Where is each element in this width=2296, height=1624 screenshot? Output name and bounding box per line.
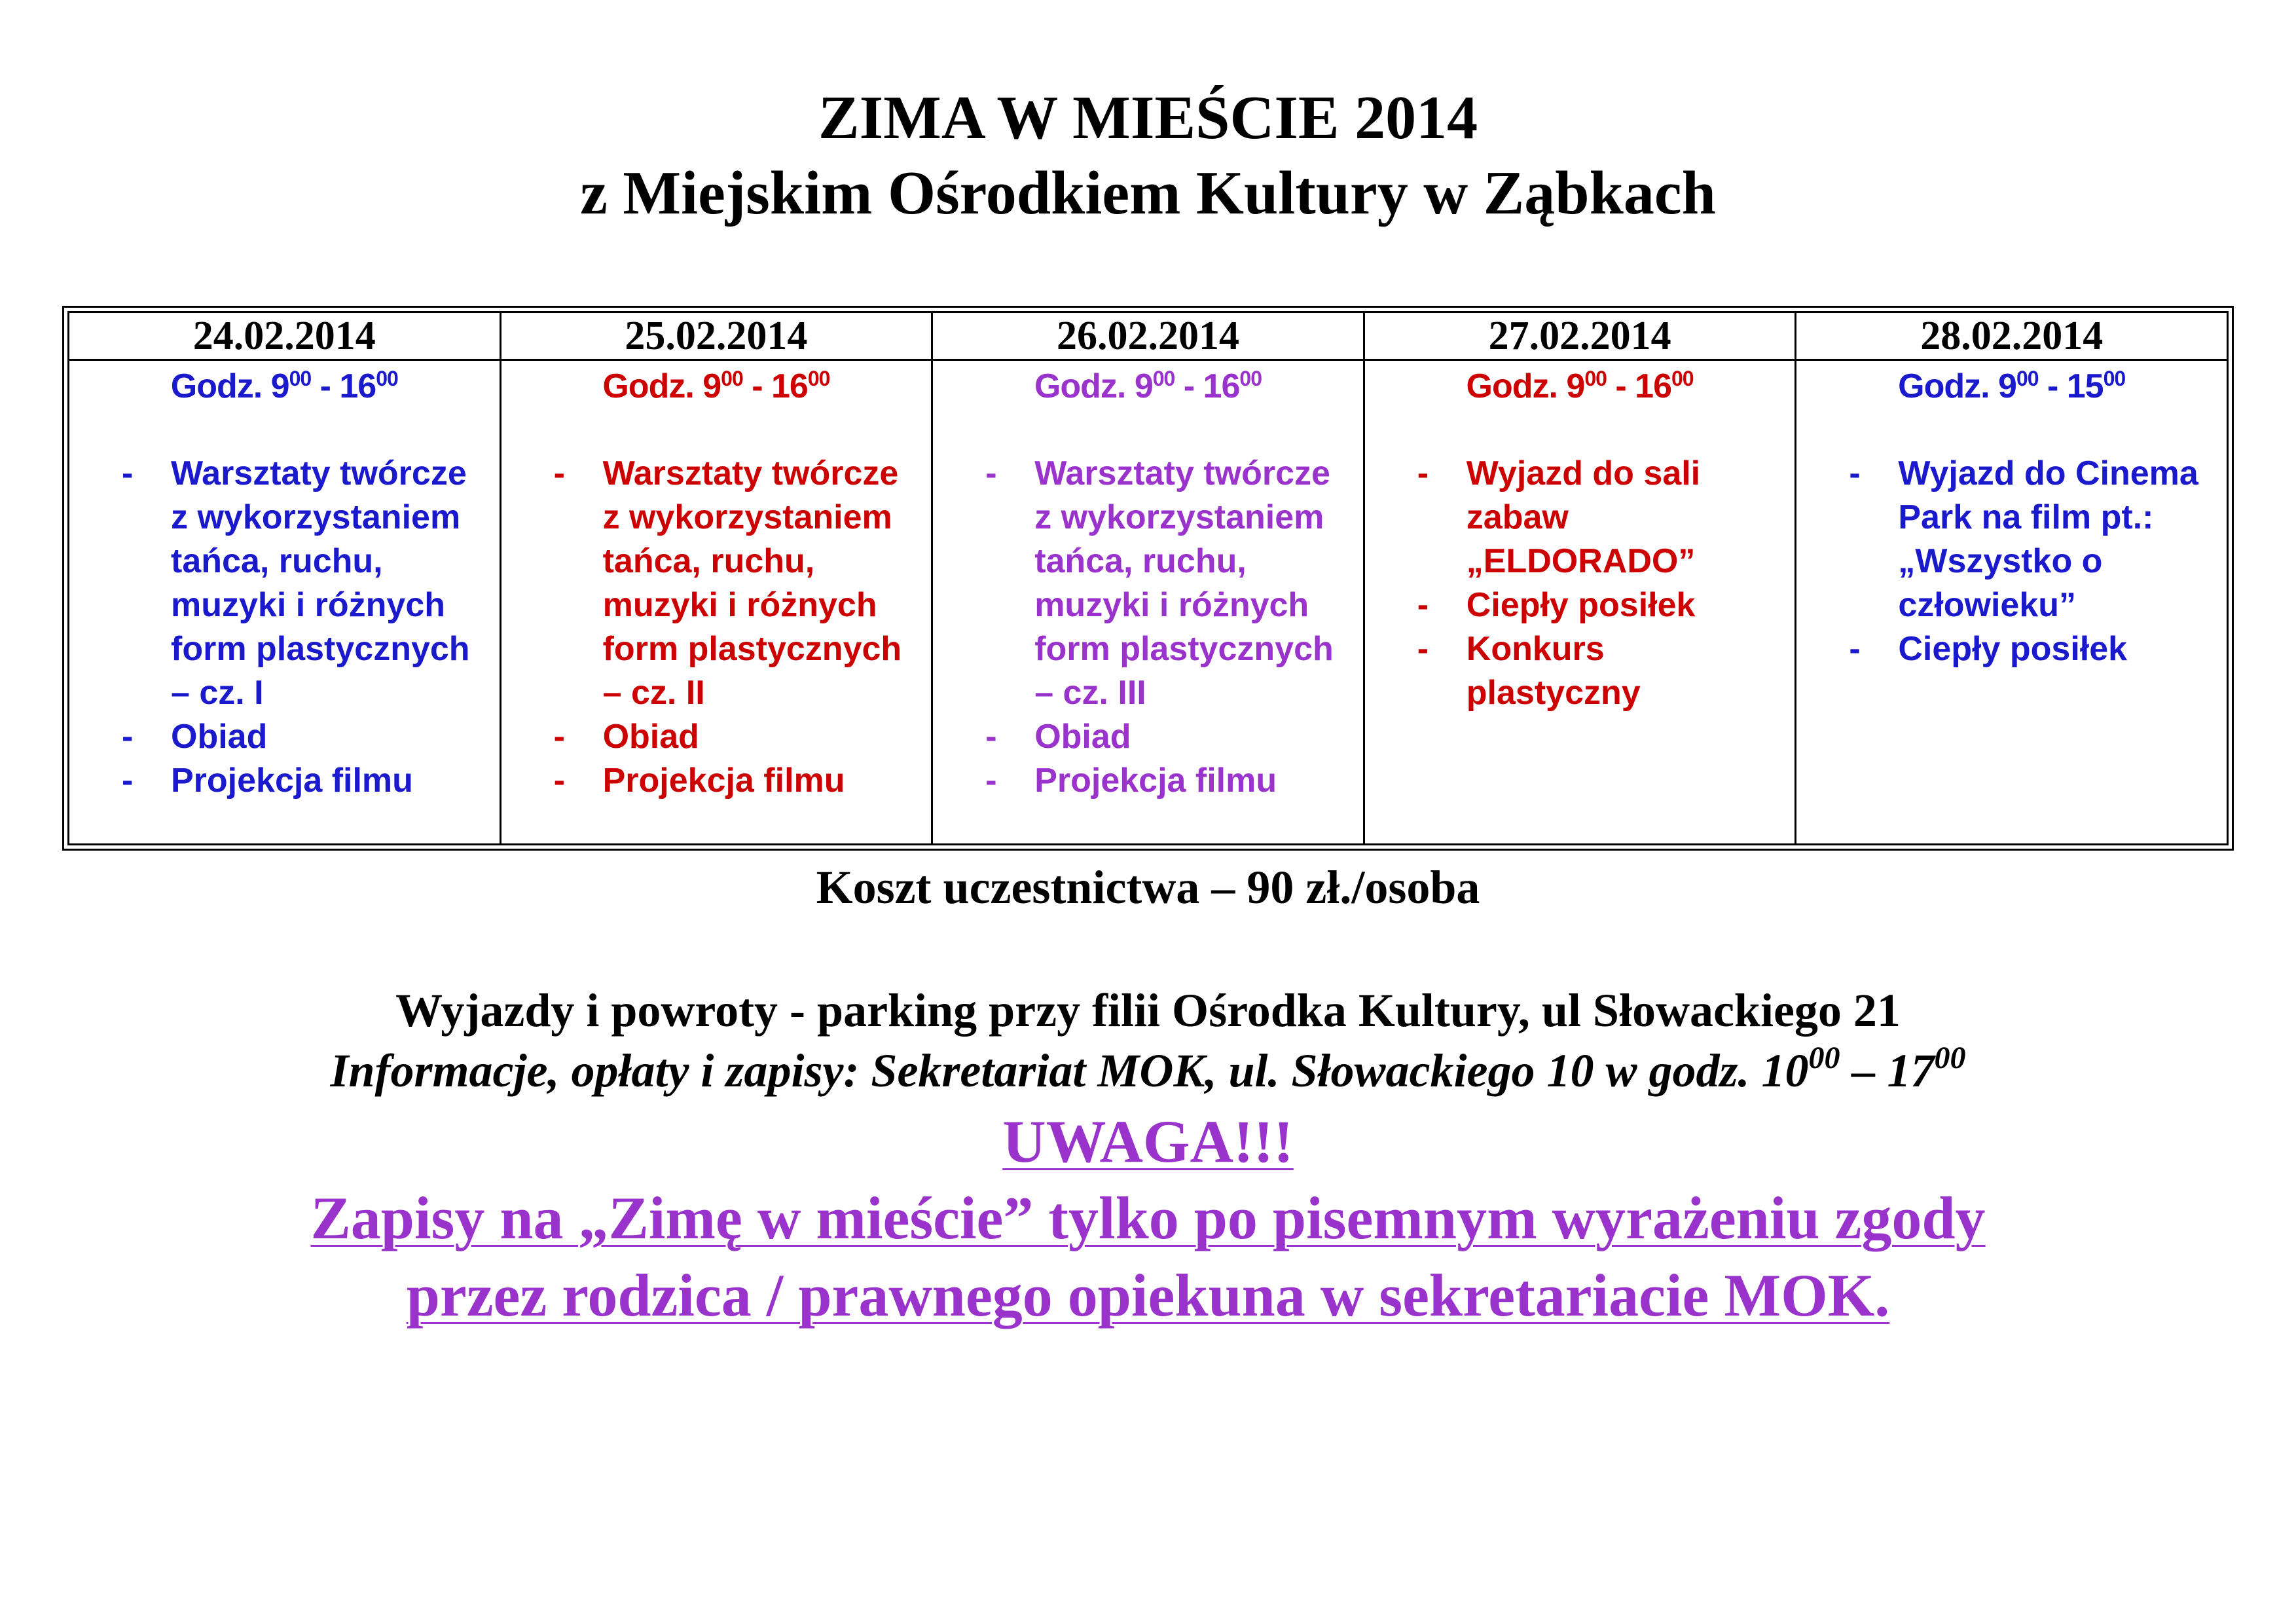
day-cell bbox=[500, 360, 932, 845]
hours-sup: 00 bbox=[1152, 367, 1175, 390]
hours-text: Godz. 9 bbox=[170, 367, 289, 405]
registration-note-line-1: Zapisy na „Zimę w mieście” tylko po pisemnym wyrażeniu zgody bbox=[310, 1185, 1986, 1251]
activity-text: Konkurs plastyczny bbox=[1466, 630, 1641, 712]
date-header: 25.02.2014 bbox=[500, 312, 932, 360]
activity-text: Projekcja filmu bbox=[1034, 762, 1277, 800]
activity-text: Obiad bbox=[171, 718, 268, 756]
activity-row bbox=[69, 360, 2228, 845]
contact-info-text: Informacje, opłaty i zapisy: Sekretariat MOK, ul. Słowackiego 10 w godz. 10 bbox=[330, 1044, 1809, 1097]
contact-info bbox=[0, 1041, 2296, 1100]
date-header: 27.02.2014 bbox=[1364, 312, 1796, 360]
day-cell bbox=[69, 360, 501, 845]
day-program bbox=[69, 361, 500, 803]
hours-sup: 00 bbox=[1671, 367, 1694, 390]
departure-info: Wyjazdy i powroty - parking przy filii Ośrodka Kultury, ul Słowackiego 21 bbox=[395, 984, 1901, 1037]
activity-text: Projekcja filmu bbox=[171, 762, 413, 800]
activity-item bbox=[1365, 583, 1795, 627]
bullet-dash: - bbox=[553, 762, 565, 800]
date-header: 26.02.2014 bbox=[932, 312, 1364, 360]
activity-list bbox=[501, 452, 932, 803]
hours-text: - 16 bbox=[1606, 367, 1671, 405]
activity-item bbox=[933, 715, 1363, 759]
activity-item bbox=[933, 759, 1363, 803]
bullet-dash: - bbox=[122, 454, 134, 492]
hours-sup: 00 bbox=[1584, 367, 1607, 390]
warning-heading bbox=[0, 1105, 2296, 1177]
day-program bbox=[1796, 361, 2227, 671]
activity-text: Obiad bbox=[602, 718, 699, 756]
activity-item bbox=[1365, 452, 1795, 583]
hours-sup: 00 bbox=[2103, 367, 2126, 390]
bullet-dash: - bbox=[985, 454, 997, 492]
contact-info-sup: 00 bbox=[1808, 1041, 1840, 1075]
bullet-dash: - bbox=[122, 718, 134, 756]
hours-text: Godz. 9 bbox=[1034, 367, 1153, 405]
day-program bbox=[933, 361, 1363, 803]
activity-list bbox=[1365, 452, 1795, 715]
day-program bbox=[501, 361, 932, 803]
activity-text: Projekcja filmu bbox=[602, 762, 845, 800]
opening-hours bbox=[69, 365, 500, 409]
bullet-dash: - bbox=[1417, 586, 1429, 624]
contact-info-sup: 00 bbox=[1934, 1041, 1966, 1075]
activity-text: Obiad bbox=[1034, 718, 1131, 756]
activity-item bbox=[1365, 627, 1795, 715]
activity-item bbox=[501, 715, 932, 759]
activity-list bbox=[69, 452, 500, 803]
warning-text: UWAGA!!! bbox=[1002, 1108, 1294, 1175]
activity-text: Wyjazd do Cinema Park na film pt.: „Wszystko o człowieku” bbox=[1898, 454, 2198, 624]
hours-text: Godz. 9 bbox=[1898, 367, 2016, 405]
schedule-table bbox=[62, 306, 2234, 851]
bullet-dash: - bbox=[1417, 454, 1429, 492]
hours-text: - 16 bbox=[742, 367, 808, 405]
day-cell bbox=[932, 360, 1364, 845]
activity-item bbox=[501, 452, 932, 715]
bullet-dash: - bbox=[1849, 630, 1861, 668]
date-header: 24.02.2014 bbox=[69, 312, 501, 360]
hours-text: Godz. 9 bbox=[602, 367, 721, 405]
activity-item bbox=[69, 452, 500, 715]
day-cell bbox=[1364, 360, 1796, 845]
activity-item bbox=[501, 759, 932, 803]
hours-sup: 00 bbox=[376, 367, 398, 390]
page-title: ZIMA W MIEŚCIE 2014 bbox=[818, 84, 1478, 152]
activity-text: Ciepły posiłek bbox=[1898, 630, 2128, 668]
activity-item bbox=[1796, 452, 2227, 627]
activity-text: Ciepły posiłek bbox=[1466, 586, 1696, 624]
hours-sup: 00 bbox=[289, 367, 312, 390]
hours-text: Godz. 9 bbox=[1466, 367, 1585, 405]
participation-cost: Koszt uczestnictwa – 90 zł./osoba bbox=[816, 861, 1480, 913]
date-header-row bbox=[69, 312, 2228, 360]
activity-text: Wyjazd do sali zabaw „ELDORADO” bbox=[1466, 454, 1701, 580]
bullet-dash: - bbox=[1417, 630, 1429, 668]
hours-sup: 00 bbox=[807, 367, 830, 390]
bullet-dash: - bbox=[985, 762, 997, 800]
day-cell bbox=[1796, 360, 2228, 845]
activity-item bbox=[1796, 627, 2227, 671]
hours-text: - 16 bbox=[1175, 367, 1240, 405]
opening-hours bbox=[1796, 365, 2227, 409]
hours-sup: 00 bbox=[721, 367, 743, 390]
activity-list bbox=[933, 452, 1363, 803]
registration-note-line-2: przez rodzica / prawnego opiekuna w sekretariacie MOK. bbox=[406, 1262, 1890, 1329]
contact-info-text: – 17 bbox=[1840, 1044, 1935, 1097]
activity-list bbox=[1796, 452, 2227, 671]
bullet-dash: - bbox=[1849, 454, 1861, 492]
page-subtitle: z Miejskim Ośrodkiem Kultury w Ząbkach bbox=[580, 159, 1716, 227]
hours-text: - 16 bbox=[311, 367, 376, 405]
activity-text: Warsztaty twórcze z wykorzystaniem tańca, ruchu, muzyki i różnych form plastycznych – cz. II bbox=[602, 454, 902, 712]
hours-sup: 00 bbox=[2016, 367, 2039, 390]
bullet-dash: - bbox=[553, 718, 565, 756]
date-header: 28.02.2014 bbox=[1796, 312, 2228, 360]
day-program bbox=[1365, 361, 1795, 715]
opening-hours bbox=[501, 365, 932, 409]
bullet-dash: - bbox=[985, 718, 997, 756]
opening-hours bbox=[1365, 365, 1795, 409]
hours-text: - 15 bbox=[2038, 367, 2104, 405]
hours-sup: 00 bbox=[1239, 367, 1262, 390]
activity-text: Warsztaty twórcze z wykorzystaniem tańca, ruchu, muzyki i różnych form plastycznych – cz. I bbox=[171, 454, 470, 712]
opening-hours bbox=[933, 365, 1363, 409]
activity-item bbox=[933, 452, 1363, 715]
activity-item bbox=[69, 715, 500, 759]
activity-item bbox=[69, 759, 500, 803]
bullet-dash: - bbox=[122, 762, 134, 800]
activity-text: Warsztaty twórcze z wykorzystaniem tańca, ruchu, muzyki i różnych form plastycznych – cz. III bbox=[1034, 454, 1334, 712]
bullet-dash: - bbox=[553, 454, 565, 492]
